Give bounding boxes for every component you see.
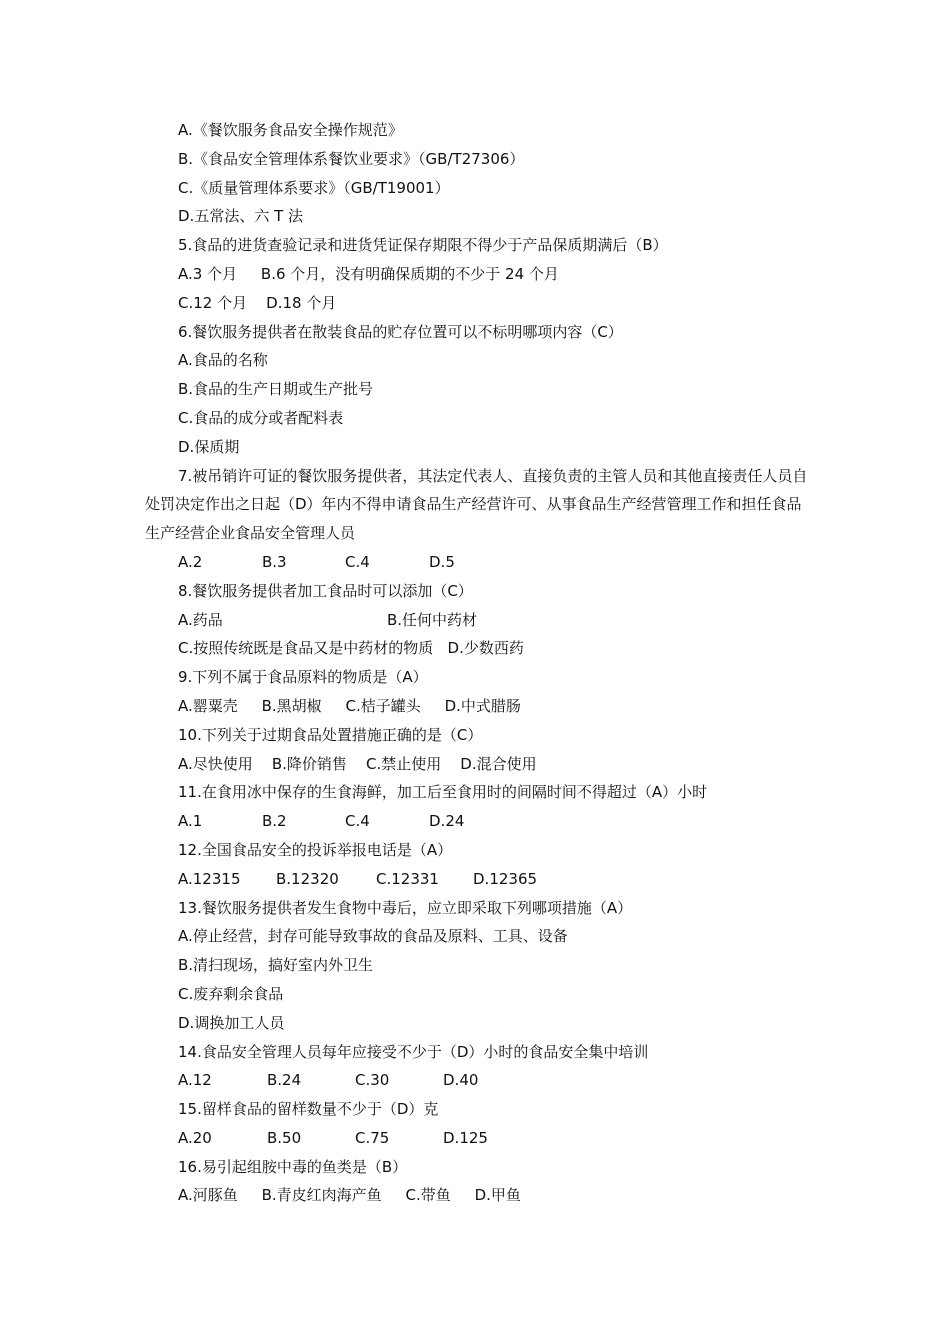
option-line: A.停止经营，封存可能导致事故的食品及原料、工具、设备 [178, 927, 568, 946]
option: A.药品 [178, 610, 223, 629]
option: C.75 [355, 1128, 390, 1147]
option: B.2 [262, 812, 287, 831]
question-8-options [145, 606, 810, 635]
option-line: A.3 个月 B.6 个月，没有明确保质期的不少于 24 个月 [178, 264, 559, 283]
option: D.125 [443, 1128, 488, 1147]
question-16: 16.易引起组胺中毒的鱼类是（B） [178, 1157, 408, 1176]
question-11: 11.在食用冰中保存的生食海鲜，加工后至食用时的间隔时间不得超过（A）小时 [178, 783, 708, 802]
option: B.3 [262, 552, 287, 571]
option: A.1 [178, 812, 203, 831]
option-line: C.《质量管理体系要求》（GB/T19001） [178, 178, 450, 197]
question-6: 6.餐饮服务提供者在散装食品的贮存位置可以不标明哪项内容（C） [178, 322, 623, 341]
option: B.任何中药材 [387, 610, 478, 629]
option: B.24 [267, 1071, 302, 1090]
option: D.24 [429, 812, 465, 831]
option-line: D.保质期 [178, 437, 240, 456]
option: D.12365 [473, 869, 538, 888]
question-5: 5.食品的进货查验记录和进货凭证保存期限不得少于产品保质期满后（B） [178, 236, 668, 255]
option: A.12 [178, 1071, 212, 1090]
option-line: A.《餐饮服务食品安全操作规范》 [178, 121, 403, 139]
question-8: 8.餐饮服务提供者加工食品时可以添加（C） [178, 581, 473, 600]
question-14-options [145, 1066, 810, 1095]
option-line: B.食品的生产日期或生产批号 [178, 380, 374, 399]
option-line: B.清扫现场，搞好室内外卫生 [178, 956, 374, 975]
question-9-options: A.罂粟壳 B.黑胡椒 C.桔子罐头 D.中式腊肠 [178, 696, 521, 715]
option: B.12320 [276, 869, 339, 888]
option: C.30 [355, 1071, 390, 1090]
option: D.5 [429, 552, 455, 571]
option: A.2 [178, 552, 203, 571]
question-15: 15.留样食品的留样数量不少于（D）克 [178, 1100, 439, 1119]
question-13: 13.餐饮服务提供者发生食物中毒后，应立即采取下列哪项措施（A） [178, 898, 633, 917]
question-10: 10.下列关于过期食品处置措施正确的是（C） [178, 725, 483, 744]
option: C.4 [345, 812, 370, 831]
option: A.20 [178, 1128, 212, 1147]
question-7-options [145, 548, 810, 577]
option-line: C.食品的成分或者配料表 [178, 408, 344, 427]
option: D.40 [443, 1071, 479, 1090]
question-11-options [145, 807, 810, 836]
option-line: A.食品的名称 [178, 351, 268, 370]
option: C.12331 [376, 869, 439, 888]
question-12: 12.全国食品安全的投诉举报电话是（A） [178, 840, 453, 859]
option-line: C.废弃剩余食品 [178, 984, 284, 1003]
option-line: D.调换加工人员 [178, 1013, 285, 1032]
question-15-options [145, 1124, 810, 1153]
option: A.12315 [178, 869, 241, 888]
question-9: 9.下列不属于食品原料的物质是（A） [178, 668, 428, 687]
question-8-options-2: C.按照传统既是食品又是中药材的物质 D.少数西药 [178, 639, 524, 658]
option-line: C.12 个月 D.18 个月 [178, 293, 337, 312]
question-list [145, 116, 810, 1210]
question-12-options [145, 865, 810, 894]
option-line: B.《食品安全管理体系餐饮业要求》（GB/T27306） [178, 149, 525, 168]
option-line: D.五常法、六 T 法 [178, 207, 304, 226]
question-16-options: A.河豚鱼 B.青皮红肉海产鱼 C.带鱼 D.甲鱼 [178, 1186, 521, 1205]
option: C.4 [345, 552, 370, 571]
question-10-options: A.尽快使用 B.降价销售 C.禁止使用 D.混合使用 [178, 754, 537, 773]
option: B.50 [267, 1128, 302, 1147]
question-7: 7.被吊销许可证的餐饮服务提供者，其法定代表人、直接负责的主管人员和其他直接责任人员自处罚决定作出之日起（D）年内不得申请食品生产经营许可、从事食品生产经营管理工作和担任食品生产经营企业食品安全管理人员 [145, 466, 808, 543]
question-14: 14.食品安全管理人员每年应接受不少于（D）小时的食品安全集中培训 [178, 1042, 649, 1061]
